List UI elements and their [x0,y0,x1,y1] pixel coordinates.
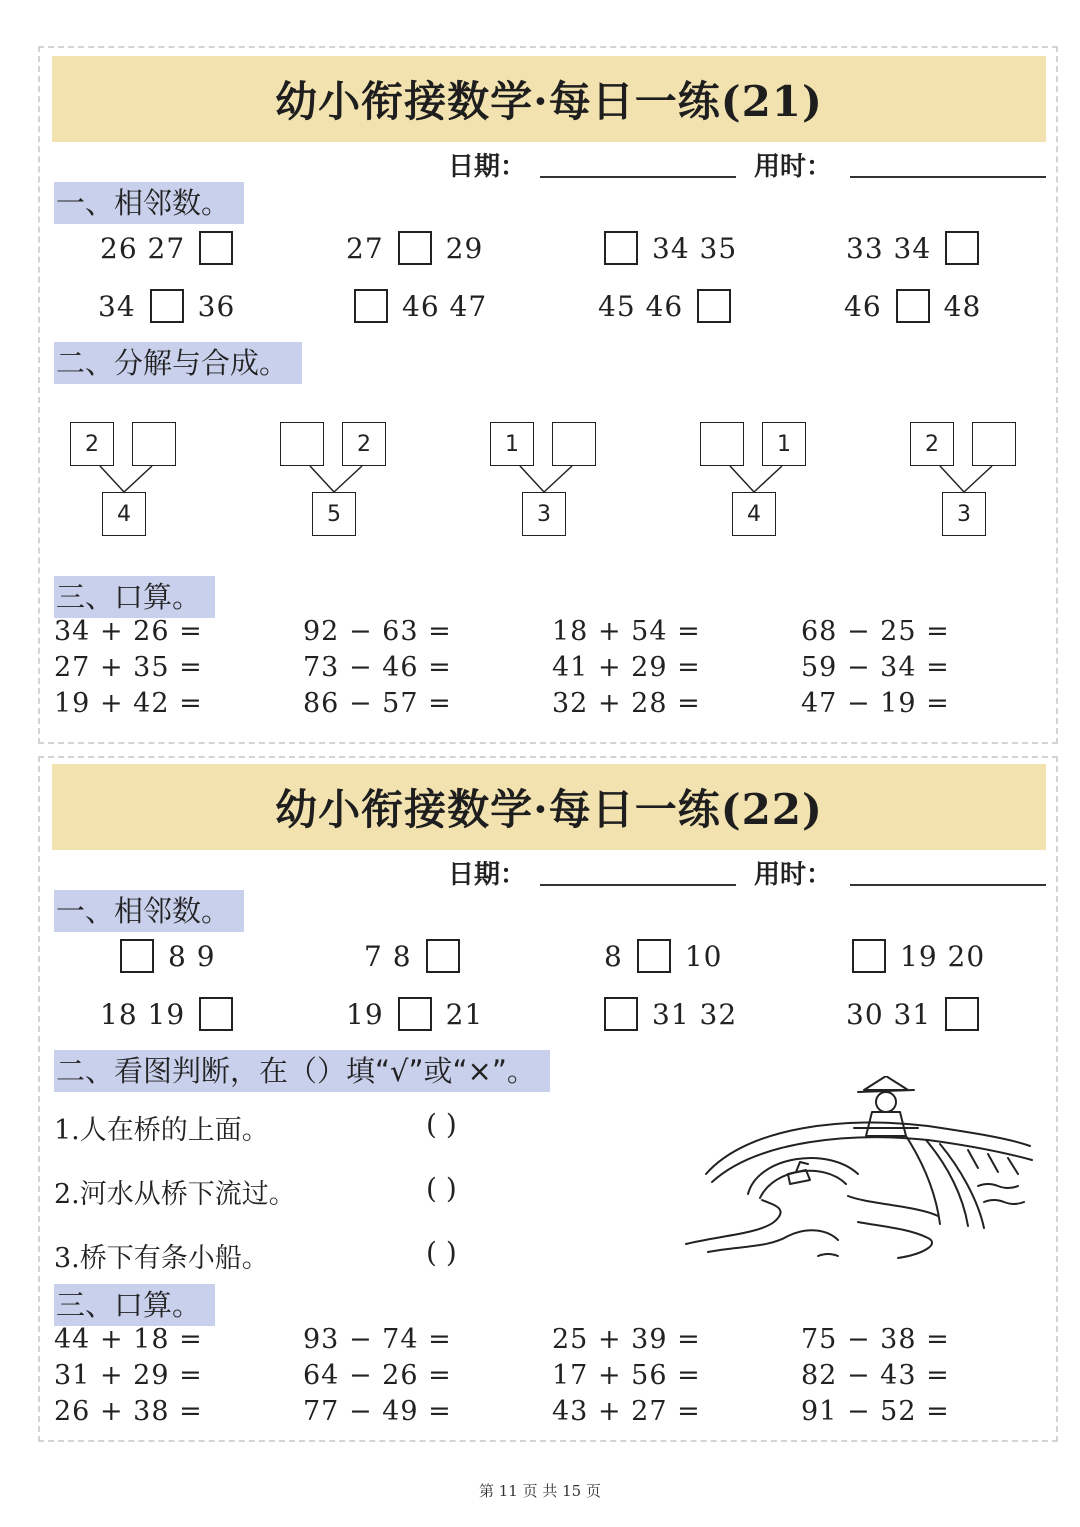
number-before: 34 [98,289,136,323]
neighbor-row [40,284,1056,328]
neighbor-item [838,284,987,328]
calc-problem: 68 − 25 = [801,616,950,647]
answer-box[interactable] [637,939,671,973]
calc-problem: 82 − 43 = [801,1360,950,1391]
answer-parenthesis[interactable]: ( ) [426,1108,457,1141]
number-before: 33 34 [846,231,932,265]
date-field[interactable] [540,176,736,178]
date-field[interactable] [540,884,736,886]
part-box[interactable]: 1 [490,422,534,466]
calc-problem: 64 − 26 = [303,1360,452,1391]
answer-box[interactable] [398,997,432,1031]
calc-problem: 43 + 27 = [552,1396,701,1427]
decomposition-diagram [280,422,390,552]
answer-box[interactable] [604,997,638,1031]
neighbor-row [40,992,1056,1036]
answer-box[interactable] [426,939,460,973]
neighbor-item [592,284,739,328]
whole-box: 5 [312,492,356,536]
time-label: 用时： [754,152,833,182]
judgment-item [54,1108,269,1147]
calc-problem: 59 − 34 = [801,652,950,683]
number-before: 8 [604,939,623,973]
date-time-bar [40,852,1050,892]
calc-problem: 93 − 74 = [303,1324,452,1355]
neighbor-item [346,284,493,328]
number-before: 27 [346,231,384,265]
number-after: 21 [445,997,484,1031]
section-heading-decomposition: 二、分解与合成。 [54,342,302,384]
calc-problem: 18 + 54 = [552,616,701,647]
worksheet-title: 幼小衔接数学·每日一练(22) [52,764,1046,850]
calc-problem: 92 − 63 = [303,616,452,647]
answer-box[interactable] [199,231,233,265]
section-heading-neighbors: 一、相邻数。 [54,182,244,224]
calc-problem: 27 + 35 = [54,652,203,683]
section-heading-mental-math: 三、口算。 [54,1284,215,1326]
neighbor-item [94,226,241,270]
part-box[interactable]: 2 [70,422,114,466]
answer-box[interactable] [604,231,638,265]
number-before: 30 31 [846,997,932,1031]
neighbor-item [358,934,468,978]
number-after: 46 47 [402,289,488,323]
neighbor-item [94,992,241,1036]
neighbor-item [596,992,743,1036]
number-after: 34 35 [652,231,738,265]
calc-problem: 44 + 18 = [54,1324,203,1355]
number-after: 36 [197,289,236,323]
neighbor-item [92,284,241,328]
answer-box[interactable] [398,231,432,265]
time-field[interactable] [850,176,1046,178]
calc-problem: 47 − 19 = [801,688,950,719]
calc-problem: 26 + 38 = [54,1396,203,1427]
time-field[interactable] [850,884,1046,886]
judgment-text: 3.桥下有条小船。 [54,1243,269,1274]
neighbor-row [40,226,1056,270]
part-box[interactable] [552,422,596,466]
judgment-text: 1.人在桥的上面。 [54,1115,269,1146]
answer-box[interactable] [896,289,930,323]
number-before: 19 [346,997,384,1031]
answer-box[interactable] [945,997,979,1031]
number-before: 26 27 [100,231,186,265]
worksheet-21 [38,46,1058,744]
neighbor-row [40,934,1056,978]
part-box[interactable] [700,422,744,466]
calc-problem: 34 + 26 = [54,616,203,647]
whole-box: 4 [102,492,146,536]
neighbor-item [840,992,987,1036]
decomposition-diagram [70,422,180,552]
whole-box: 3 [942,492,986,536]
answer-box[interactable] [697,289,731,323]
calc-problem: 17 + 56 = [552,1360,701,1391]
calc-problem: 32 + 28 = [552,688,701,719]
answer-box[interactable] [150,289,184,323]
neighbor-item [840,226,987,270]
calc-problem: 75 − 38 = [801,1324,950,1355]
answer-box[interactable] [199,997,233,1031]
number-after: 29 [445,231,484,265]
page-footer: 第 11 页 共 15 页 [478,1482,601,1500]
decomposition-diagram [700,422,810,552]
number-before: 7 8 [364,939,412,973]
part-box[interactable]: 2 [910,422,954,466]
neighbor-item [340,226,489,270]
whole-box: 3 [522,492,566,536]
bridge-illustration [678,1076,1038,1266]
number-after: 48 [943,289,982,323]
part-box[interactable] [280,422,324,466]
section-heading-mental-math: 三、口算。 [54,576,215,618]
calc-problem: 31 + 29 = [54,1360,203,1391]
neighbor-item [112,934,222,978]
date-label: 日期： [448,152,527,182]
part-box[interactable]: 2 [342,422,386,466]
answer-box[interactable] [852,939,886,973]
judgment-text: 2.河水从桥下流过。 [54,1179,296,1210]
neighbor-item [598,934,728,978]
judgment-item [54,1236,269,1275]
section-heading-neighbors: 一、相邻数。 [54,890,244,932]
whole-box: 4 [732,492,776,536]
worksheet-title: 幼小衔接数学·每日一练(21) [52,56,1046,142]
calc-problem: 73 − 46 = [303,652,452,683]
judgment-item [54,1172,296,1211]
neighbor-item [596,226,743,270]
answer-parenthesis[interactable]: ( ) [426,1236,457,1269]
worksheet-22 [38,756,1058,1442]
part-box[interactable] [132,422,176,466]
calc-problem: 77 − 49 = [303,1396,452,1427]
answer-parenthesis[interactable]: ( ) [426,1172,457,1205]
part-box[interactable] [972,422,1016,466]
decomposition-diagram [910,422,1020,552]
date-label: 日期： [448,860,527,890]
number-after: 8 9 [168,939,216,973]
number-after: 19 20 [900,939,986,973]
number-after: 31 32 [652,997,738,1031]
calc-problem: 25 + 39 = [552,1324,701,1355]
calc-problem: 86 − 57 = [303,688,452,719]
answer-box[interactable] [354,289,388,323]
answer-box[interactable] [120,939,154,973]
part-box[interactable]: 1 [762,422,806,466]
neighbor-item [844,934,991,978]
neighbor-item [340,992,489,1036]
number-after: 10 [684,939,723,973]
calc-problem: 41 + 29 = [552,652,701,683]
number-before: 45 46 [598,289,684,323]
calc-problem: 91 − 52 = [801,1396,950,1427]
decomposition-diagram [490,422,600,552]
date-time-bar [40,144,1050,184]
number-before: 46 [844,289,882,323]
time-label: 用时： [754,860,833,890]
section-heading-judge: 二、看图判断，在（）填“√”或“×”。 [54,1050,550,1092]
number-before: 18 19 [100,997,186,1031]
answer-box[interactable] [945,231,979,265]
calc-problem: 19 + 42 = [54,688,203,719]
